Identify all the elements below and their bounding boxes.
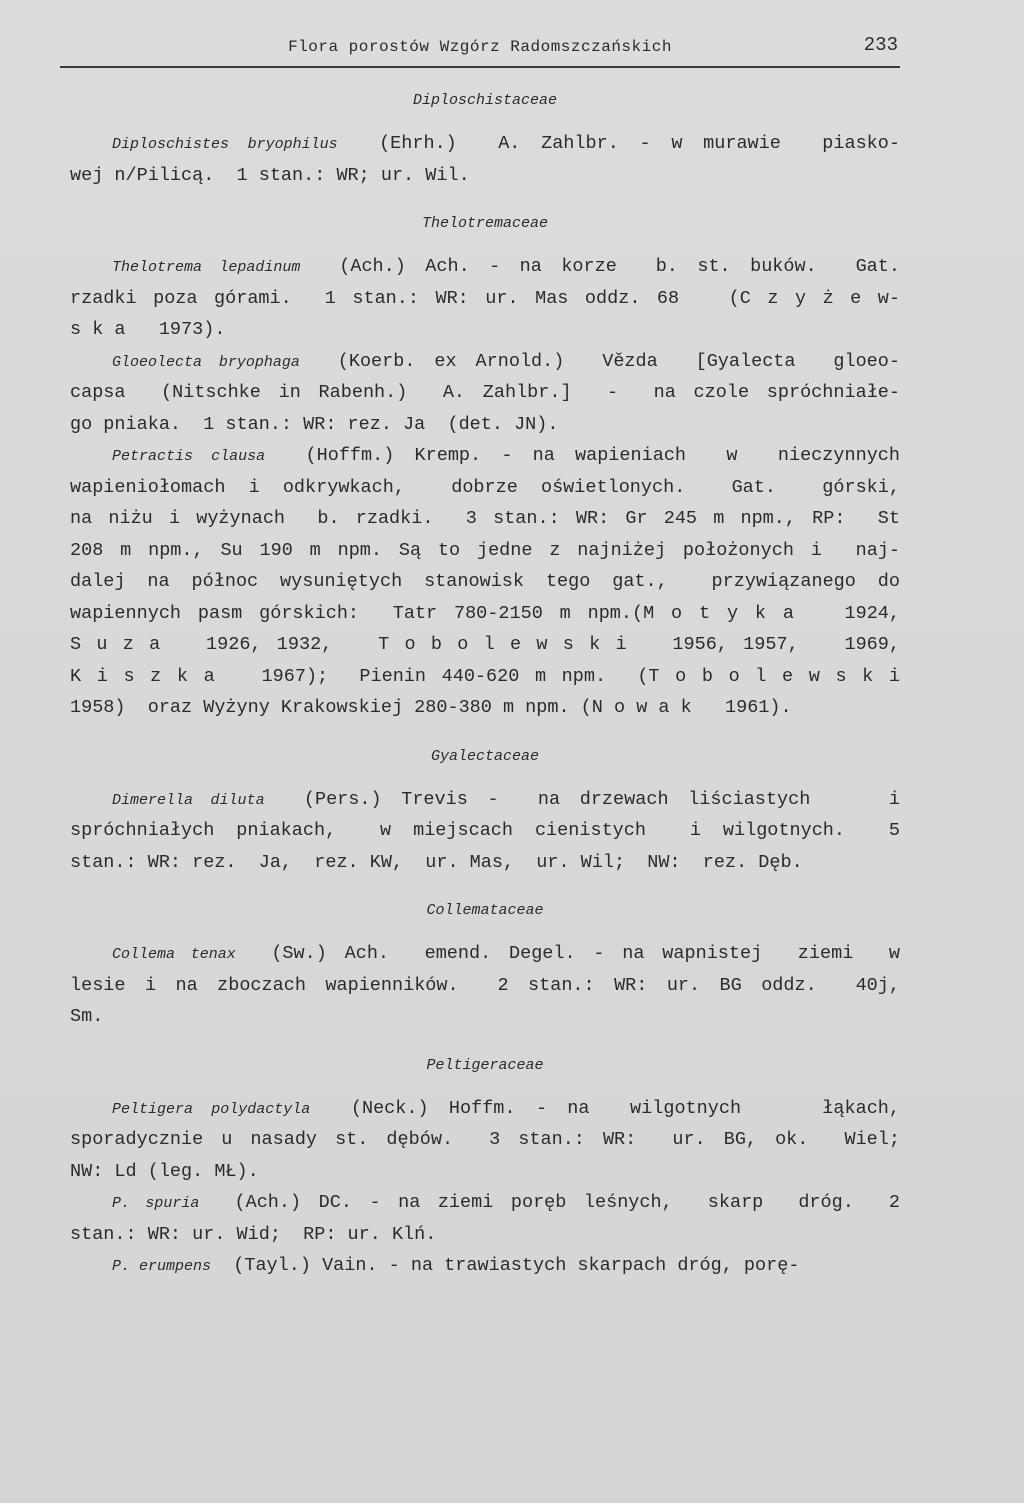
entry-text: (Ehrh.) A. Zahlbr. - w murawie piasko-: [379, 133, 900, 154]
section-gap: [70, 724, 900, 742]
species-entry: [70, 346, 900, 441]
entry-line: [70, 472, 900, 504]
family-heading: Collemataceae: [426, 902, 544, 919]
entry-text: (Pers.) Trevis - na drzewach liściastych i: [303, 788, 900, 810]
entry-text: wej n/Pilicą. 1 stan.: WR; ur. Wil.: [70, 164, 470, 186]
entry-text: stan.: WR: rez. Ja, rez. KW, ur. Mas, ur. Wil; NW: rez. Dęb.: [70, 851, 803, 873]
entry-line: [70, 1124, 900, 1156]
entry-line: [70, 938, 900, 970]
entry-text: NW: Ld (leg. MŁ).: [70, 1160, 259, 1182]
entry-text: (Koerb. ex Arnold.) Vězda [Gyalecta gloeo-: [337, 350, 900, 372]
entry-text: S u z a 1926, 1932, T o b o l e w s k i 1956, 1957, 1969,: [70, 634, 900, 655]
species-entry: [70, 1250, 900, 1282]
entry-text: K i s z k a 1967); Pienin 440-620 m npm. (T o b o l e w s k i: [70, 665, 900, 687]
entry-line: [70, 815, 900, 847]
entry-text: (Neck.) Hoffm. - na wilgotnych łąkach,: [350, 1097, 900, 1119]
entry-text: stan.: WR: ur. Wid; RP: ur. Klń.: [70, 1223, 437, 1245]
entry-line: [70, 566, 900, 598]
running-header: [60, 30, 900, 68]
species-entry: [70, 938, 900, 1033]
heading-gap: [70, 1081, 900, 1093]
entry-line: [70, 847, 900, 879]
family-heading: Gyalectaceae: [430, 747, 540, 765]
family-heading: Diploschistaceae: [412, 92, 558, 109]
entry-text: (Tayl.) Vain. - na trawiastych skarpach dróg, porę-: [233, 1255, 800, 1276]
entry-text: (Ach.) DC. - na ziemi poręb leśnych, skarp dróg. 2: [234, 1192, 900, 1213]
entry-text: 1958) oraz Wyżyny Krakowskiej 280-380 m npm. (N o w a k 1961).: [70, 697, 792, 718]
species-name: Gloeolecta bryophaga: [112, 353, 300, 371]
entry-line: [70, 535, 900, 567]
entry-text: lesie i na zboczach wapienników. 2 stan.: WR: ur. BG oddz. 40j,: [70, 974, 900, 996]
running-title: Flora porostów Wzgórz Radomszczańskich: [288, 38, 672, 56]
entry-text: Sm.: [70, 1006, 104, 1027]
entry-line: [70, 1093, 900, 1125]
entry-line: [70, 970, 900, 1002]
section-gap: [70, 1033, 900, 1051]
species-entry: [70, 128, 900, 191]
entry-line: [70, 160, 900, 192]
entry-line: [70, 251, 900, 283]
species-entry: [70, 1187, 900, 1250]
entry-line: [70, 661, 900, 693]
heading-gap: [70, 926, 900, 938]
family-heading: Thelotremaceae: [421, 215, 549, 232]
species-name: Peltigera polydactyla: [112, 1100, 311, 1118]
species-name: Petractis clausa: [112, 448, 266, 465]
species-entry: [70, 440, 900, 724]
heading-gap: [70, 116, 900, 128]
entry-line: [70, 1156, 900, 1188]
species-name: Diploschistes bryophilus: [112, 136, 338, 153]
entry-line: [70, 1250, 900, 1282]
entry-line: [70, 1001, 900, 1033]
page-number: 233: [863, 34, 898, 56]
species-entry: [70, 1093, 900, 1188]
species-entry: [70, 784, 900, 879]
entry-line: [70, 503, 900, 535]
entry-text: sporadycznie u nasady st. dębów. 3 stan.: WR: ur. BG, ok. Wiel;: [70, 1129, 900, 1150]
entry-line: [70, 692, 900, 724]
entry-line: [70, 128, 900, 160]
heading-gap: [70, 239, 900, 251]
entry-text: dalej na północ wysuniętych stanowisk tego gat., przywiązanego do: [70, 571, 900, 592]
species-name: Dimerella diluta: [112, 791, 265, 809]
family-heading: Peltigeraceae: [426, 1056, 544, 1074]
entry-text: rzadki poza górami. 1 stan.: WR: ur. Mas oddz. 68 (C z y ż e w-: [70, 287, 900, 309]
heading-gap: [70, 772, 900, 784]
section-gap: [70, 191, 900, 209]
entry-text: (Hoffm.) Kremp. - na wapieniach w nieczynnych: [305, 445, 900, 466]
entry-text: spróchniałych pniakach, w miejscach cienistych i wilgotnych. 5: [70, 820, 900, 841]
entry-line: [70, 629, 900, 661]
section-gap: [70, 878, 900, 896]
entry-text: (Sw.) Ach. emend. Degel. - na wapnistej ziemi w: [271, 943, 900, 964]
entry-line: [70, 346, 900, 378]
entry-text: 208 m npm., Su 190 m npm. Są to jedne z najniżej położonych i naj-: [70, 539, 900, 561]
entry-text: na niżu i wyżynach b. rzadki. 3 stan.: WR: Gr 245 m npm., RP: St: [70, 508, 900, 529]
page-body: [70, 86, 900, 1282]
entry-line: [70, 598, 900, 630]
entry-line: [70, 409, 900, 441]
entry-text: go pniaka. 1 stan.: WR: rez. Ja (det. JN).: [70, 413, 559, 435]
entry-line: [70, 314, 900, 346]
entry-text: wapieniołomach i odkrywkach, dobrze oświetlonych. Gat. górski,: [70, 476, 900, 498]
species-name: Collema tenax: [112, 946, 236, 963]
entry-line: [70, 1219, 900, 1251]
entry-text: capsa (Nitschke in Rabenh.) A. Zahlbr.] - na czole spróchniałe-: [70, 382, 900, 403]
entry-text: s k a 1973).: [70, 319, 226, 340]
entry-line: [70, 283, 900, 315]
species-entry: [70, 251, 900, 346]
entry-line: [70, 440, 900, 472]
species-name: P. spuria: [112, 1195, 200, 1212]
entry-line: [70, 377, 900, 409]
species-name: Thelotrema lepadinum: [112, 259, 301, 276]
entry-text: (Ach.) Ach. - na korze b. st. buków. Gat.: [339, 256, 900, 277]
entry-line: [70, 784, 900, 816]
species-name: P. erumpens: [112, 1258, 212, 1275]
entry-text: wapiennych pasm górskich: Tatr 780-2150 m npm.(M o t y k a 1924,: [70, 602, 900, 624]
entry-line: [70, 1187, 900, 1219]
